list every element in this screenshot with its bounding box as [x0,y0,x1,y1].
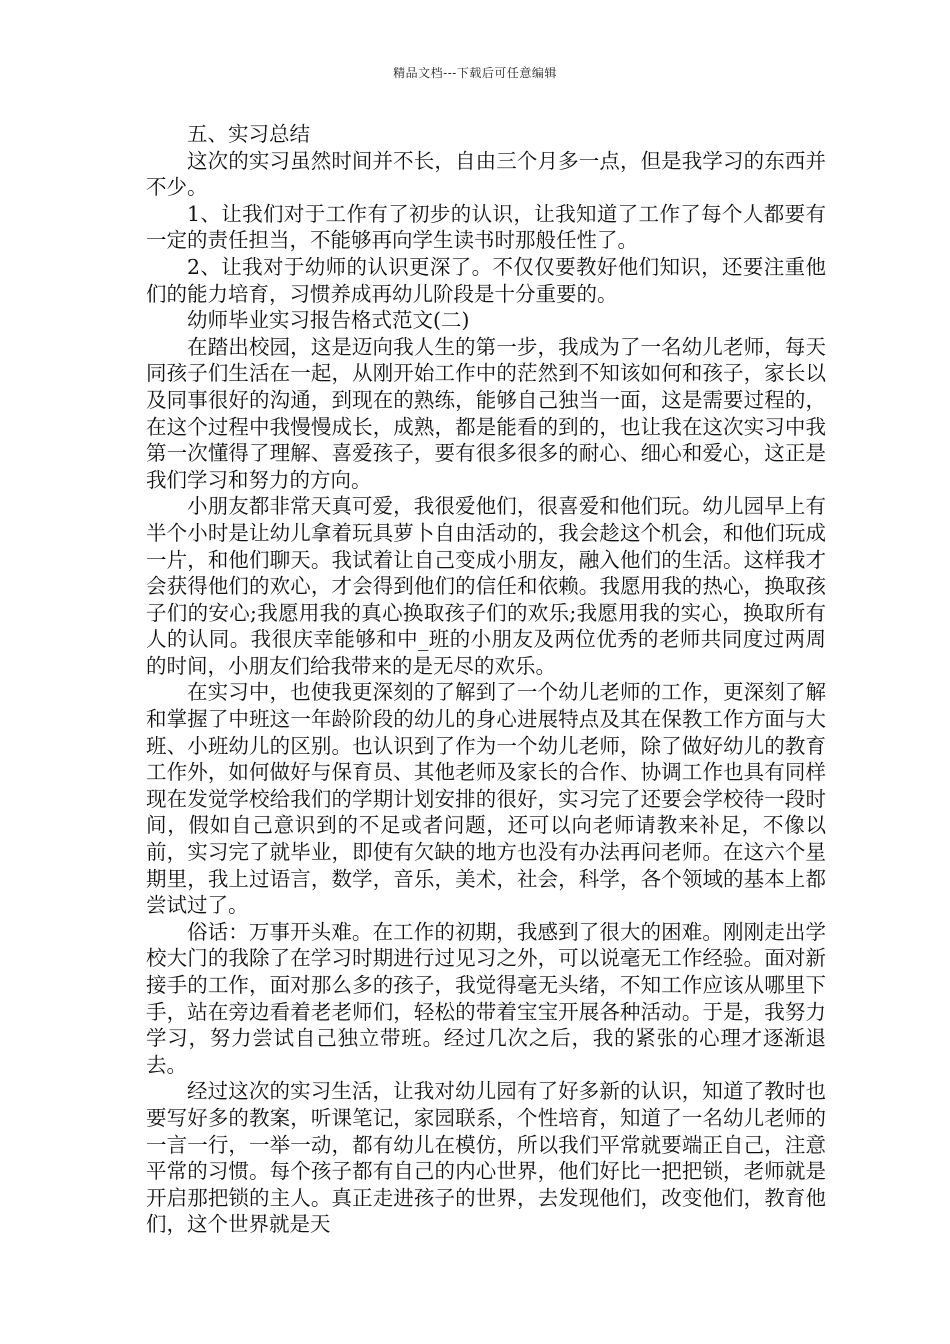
document-body [146,121,826,1238]
paragraph-first-step: 在踏出校园，这是迈向我人生的第一步，我成为了一名幼儿老师，每天同孩子们生活在一起，从刚开始工作中的茫然到不知该如何和孩子，家长以及同事很好的沟通，到现在的熟练，能够自己独当一面，这是需要过程的，在这个过程中我慢慢成长，成熟，都是能看的到的，也让我在这次实习中我第一次懂得了理解、喜爱孩子，要有很多很多的耐心、细心和爱心，这正是我们学习和努力的方向。 [146,334,826,492]
section-heading-summary: 五、实习总结 [187,122,310,146]
paragraph-reflection: 经过这次的实习生活，让我对幼儿园有了好多新的认识，知道了教时也要写好多的教案，听课笔记，家园联系，个性培育，知道了一名幼儿老师的一言一行，一举一动，都有幼儿在模仿，所以我们平常就要端正自己，注意平常的习惯。每个孩子都有自己的内心世界，他们好比一把把锁，老师就是开启那把锁的主人。真正走进孩子的世界，去发现他们，改变他们，教育他们，这个世界就是天 [146,1079,826,1237]
paragraph-internship-learning: 在实习中，也使我更深刻的了解到了一个幼儿老师的工作，更深刻了解和掌握了中班这一年龄阶段的幼儿的身心进展特点及其在保教工作方面与大班、小班幼儿的区别。也认识到了作为一个幼儿老师，除了做好幼儿的教育工作外，如何做好与保育员、其他老师及家长的合作、协调工作也具有同样现在发觉学校给我们的学期计划安排的很好，实习完了还要会学校待一段时间，假如自己意识到的不足或者问题，还可以向老师请教来补足，不像以前，实习完了就毕业，即使有欠缺的地方也没有办法再问老师。在这六个星期里，我上过语言，数学，音乐，美术，社会，科学，各个领域的基本上都尝试过了。 [146,680,826,918]
page-header: 精品文档---下载后可任意编辑 [393,66,557,80]
paragraph-point-2: 2、让我对于幼师的认识更深了。不仅仅要教好他们知识，还要注重他们的能力培育，习惯养成再幼儿阶段是十分重要的。 [146,254,826,306]
paragraph-intro: 这次的实习虽然时间并不长，自由三个月多一点，但是我学习的东西并不少。 [146,148,826,200]
paragraph-children: 小朋友都非常天真可爱，我很爱他们，很喜爱和他们玩。幼儿园早上有半个小时是让幼儿拿着玩具萝卜自由活动的，我会趁这个机会，和他们玩成一片，和他们聊天。我试着让自己变成小朋友，融入他们的生活。这样我才会获得他们的欢心，才会得到他们的信任和依赖。我愿用我的热心，换取孩子们的安心;我愿用我的真心换取孩子们的欢乐;我愿用我的实心，换取所有人的认同。我很庆幸能够和中_班的小朋友及两位优秀的老师共同度过两周的时间，小朋友们给我带来的是无尽的欢乐。 [146,494,826,678]
section-heading-sample-2: 幼师毕业实习报告格式范文(二) [187,308,470,333]
paragraph-point-1: 1、让我们对于工作有了初步的认识，让我知道了工作了每个人都要有一定的责任担当，不能够再向学生读书时那般任性了。 [146,201,826,253]
paragraph-hard-beginning: 俗话：万事开头难。在工作的初期，我感到了很大的困难。刚刚走出学校大门的我除了在学习时期进行过见习之外，可以说毫无工作经验。面对新接手的工作，面对那么多的孩子，我觉得毫无头绪，不知工作应该从哪里下手，站在旁边看着老老师们，轻松的带着宝宝开展各种活动。于是，我努力学习，努力尝试自己独立带班。经过几次之后，我的紧张的心理才逐渐退去。 [146,919,826,1077]
